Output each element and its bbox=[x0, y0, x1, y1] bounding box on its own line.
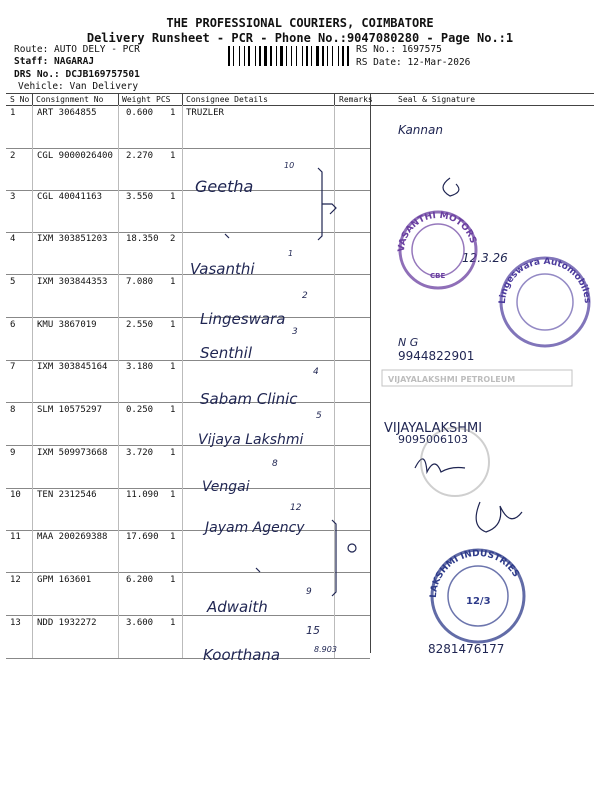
consignee-handwritten-name: Vasanthi bbox=[190, 260, 255, 278]
row-consignment-no: IXM 303845164 bbox=[37, 362, 108, 372]
row-sno: 13 bbox=[10, 618, 21, 628]
row-weight: 3.550 bbox=[126, 192, 154, 202]
row-consignment-no: SLM 10575297 bbox=[37, 405, 103, 415]
stamp-text: VASANTHI MOTORS bbox=[396, 210, 478, 253]
row-sno: 6 bbox=[10, 320, 16, 330]
row-consignment-no: MAA 200269388 bbox=[37, 532, 108, 542]
stamp-vasanthi-motors bbox=[397, 211, 478, 288]
row-weight: 3.600 bbox=[126, 618, 154, 628]
consignee-handwritten-name: Koorthana bbox=[203, 646, 281, 664]
row-pcs: 2 bbox=[170, 234, 176, 244]
handwritten-mark: 8 bbox=[272, 459, 278, 469]
handwritten-mark: 12 bbox=[290, 503, 302, 513]
drs-number: DRS No.: DCJB169757501 bbox=[14, 69, 140, 80]
row-consignment-no: TEN 2312546 bbox=[37, 490, 97, 500]
consignee-handwritten-name: Sabam Clinic bbox=[200, 390, 298, 408]
col-header-consignment: Consignment No bbox=[36, 95, 104, 104]
signature-phone: 9095006103 bbox=[398, 433, 468, 446]
col-header-pcs: PCS bbox=[156, 95, 171, 104]
handwritten-mark: 2 bbox=[302, 291, 308, 301]
row-consignment-no: IXM 303844353 bbox=[37, 277, 108, 287]
stamp-text: 12/3 bbox=[466, 596, 491, 607]
stamp-text: LAKSHMI INDUSTRIES bbox=[428, 548, 521, 599]
handwritten-mark: 3 bbox=[292, 327, 298, 337]
row-weight: 3.180 bbox=[126, 362, 154, 372]
consignee-handwritten-name: Adwaith bbox=[207, 598, 268, 616]
col-header-seal: Seal & Signature bbox=[398, 95, 476, 104]
row-pcs: 1 bbox=[170, 192, 176, 202]
stamp-lakshmi-industries bbox=[429, 549, 524, 642]
row-weight: 3.720 bbox=[126, 448, 154, 458]
handwritten-mark: 10 bbox=[284, 161, 295, 170]
runsheet-subtitle: Delivery Runsheet - PCR - Phone No.:9047080280 - Page No.:1 bbox=[86, 31, 514, 45]
row-weight: 0.250 bbox=[126, 405, 154, 415]
consignee-handwritten-name: Jayam Agency bbox=[205, 520, 305, 536]
bracket-stroke bbox=[318, 168, 322, 240]
staff-label: Staff: NAGARAJ bbox=[14, 56, 95, 67]
row-sno: 3 bbox=[10, 192, 16, 202]
route-label: Route: AUTO DELY - PCR bbox=[14, 44, 140, 55]
signature-ng: N G bbox=[398, 336, 419, 349]
row-weight: 11.090 bbox=[126, 490, 159, 500]
bracket-stroke bbox=[332, 520, 336, 596]
row-sno: 8 bbox=[10, 405, 16, 415]
row-pcs: 1 bbox=[170, 108, 176, 118]
handwritten-mark: 9 bbox=[306, 587, 312, 597]
signature-phone: 9944822901 bbox=[398, 349, 475, 363]
row-consignment-no: CGL 9000026400 bbox=[37, 151, 113, 161]
tick-stroke bbox=[256, 568, 260, 572]
consignee-handwritten-name: Vijaya Lakshmi bbox=[198, 432, 304, 448]
stamp-text: VIJAYALAKSHMI PETROLEUM bbox=[388, 375, 516, 384]
row-pcs: 1 bbox=[170, 575, 176, 585]
row-consignment-no: IXM 509973668 bbox=[37, 448, 108, 458]
stamp-text: Lingeswara Automobiles bbox=[497, 256, 593, 305]
stamp-lingeswara-automobiles bbox=[498, 257, 592, 346]
row-sno: 2 bbox=[10, 151, 16, 161]
row-sno: 12 bbox=[10, 575, 21, 585]
tick-stroke bbox=[225, 234, 229, 238]
signature-kannan: Kannan bbox=[398, 123, 443, 137]
consignee-handwritten-name: Geetha bbox=[195, 177, 254, 196]
signature-vijayalakshmi: VIJAYALAKSHMI bbox=[384, 421, 483, 436]
signature-stroke bbox=[443, 178, 459, 196]
row-sno: 4 bbox=[10, 234, 16, 244]
row-weight: 2.270 bbox=[126, 151, 154, 161]
handwritten-mark: 15 bbox=[306, 624, 320, 637]
col-header-sno: S No bbox=[10, 95, 30, 104]
row-weight: 7.080 bbox=[126, 277, 154, 287]
bracket-stroke bbox=[322, 204, 336, 214]
bracket-stroke bbox=[348, 544, 356, 552]
handwritten-mark: 4 bbox=[313, 367, 319, 377]
consignee-handwritten-name: Senthil bbox=[200, 344, 252, 362]
row-pcs: 1 bbox=[170, 362, 176, 372]
handwritten-mark: 1 bbox=[288, 249, 294, 258]
row-consignment-no: CGL 40041163 bbox=[37, 192, 103, 202]
col-header-consignee: Consignee Details bbox=[186, 95, 268, 104]
signature-stroke bbox=[476, 502, 522, 532]
rs-date: RS Date: 12-Mar-2026 bbox=[356, 57, 471, 68]
row-consignment-no: ART 3064855 bbox=[37, 108, 97, 118]
row-pcs: 1 bbox=[170, 618, 176, 628]
row-sno: 1 bbox=[10, 108, 16, 118]
col-header-weight: Weight bbox=[122, 95, 151, 104]
rs-number: RS No.: 1697575 bbox=[356, 44, 442, 55]
row-sno: 7 bbox=[10, 362, 16, 372]
row-consignee: TRUZLER bbox=[186, 108, 224, 118]
handwritten-mark: 8.903 bbox=[314, 645, 337, 654]
row-consignment-no: IXM 303851203 bbox=[37, 234, 108, 244]
row-weight: 6.200 bbox=[126, 575, 154, 585]
row-sno: 9 bbox=[10, 448, 16, 458]
row-pcs: 1 bbox=[170, 320, 176, 330]
company-title: THE PROFESSIONAL COURIERS, COIMBATORE bbox=[166, 16, 434, 30]
signature-date: 12.3.26 bbox=[462, 251, 508, 265]
row-weight: 18.350 bbox=[126, 234, 159, 244]
row-weight: 17.690 bbox=[126, 532, 159, 542]
row-sno: 11 bbox=[10, 532, 21, 542]
consignee-handwritten-name: Lingeswara bbox=[200, 310, 286, 328]
consignee-handwritten-name: Vengai bbox=[202, 479, 250, 495]
row-consignment-no: GPM 163601 bbox=[37, 575, 92, 585]
vehicle-label: Vehicle: Van Delivery bbox=[18, 81, 139, 92]
row-consignment-no: NDD 1932272 bbox=[37, 618, 97, 628]
row-pcs: 1 bbox=[170, 405, 176, 415]
row-consignment-no: KMU 3867019 bbox=[37, 320, 97, 330]
row-pcs: 1 bbox=[170, 490, 176, 500]
row-sno: 10 bbox=[10, 490, 21, 500]
row-weight: 2.550 bbox=[126, 320, 154, 330]
handwritten-mark: 5 bbox=[316, 411, 322, 421]
col-header-remarks: Remarks bbox=[339, 95, 373, 104]
row-pcs: 1 bbox=[170, 151, 176, 161]
row-pcs: 1 bbox=[170, 448, 176, 458]
row-weight: 0.600 bbox=[126, 108, 154, 118]
row-pcs: 1 bbox=[170, 277, 176, 287]
row-pcs: 1 bbox=[170, 532, 176, 542]
row-sno: 5 bbox=[10, 277, 16, 287]
stamp-text: CBE bbox=[430, 272, 446, 280]
signature-phone: 8281476177 bbox=[428, 642, 505, 656]
